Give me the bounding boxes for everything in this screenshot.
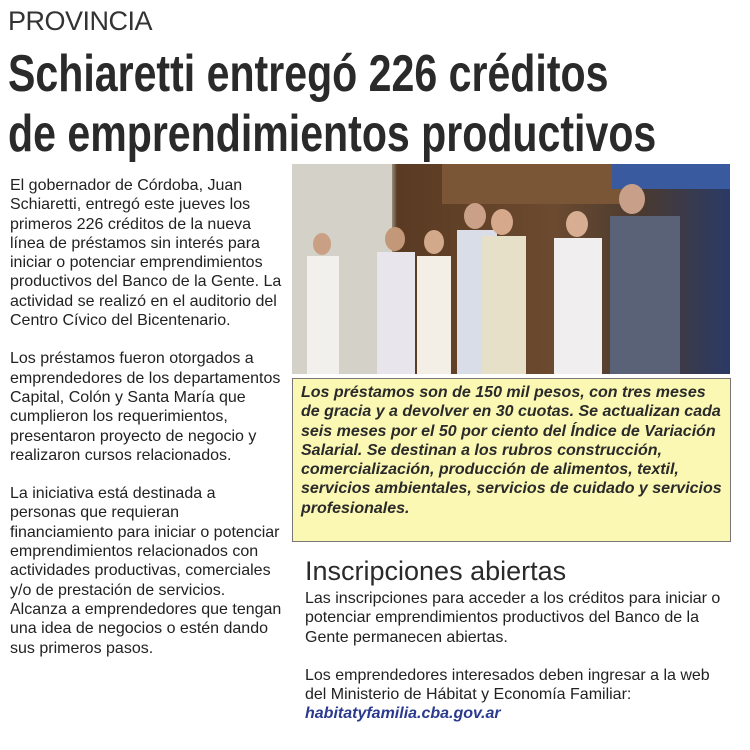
section-label: PROVINCIA <box>8 6 153 36</box>
body-paragraph: El gobernador de Córdoba, Juan Schiaretti, entregó este jueves los primeros 226 créditos de la nueva línea de préstamos sin interés para iniciar o potenciar emprendimientos productivos del Banco de la Gente. La actividad se realizó en el auditorio del Centro Cívico del Bicentenario. <box>10 177 282 330</box>
inscripciones-paragraph: Las inscripciones para acceder a los créditos para iniciar o potenciar emprendimientos productivos del Banco de la Gente permanecen abiertas. <box>305 590 721 646</box>
article-photo <box>292 164 730 374</box>
headline-line-2: de emprendimientos productivos <box>8 105 657 163</box>
ministry-website-link[interactable]: habitatyfamilia.cba.gov.ar <box>305 705 501 723</box>
highlight-box: Los préstamos son de 150 mil pesos, con tres meses de gracia y a devolver en 30 cuotas. Se actualizan cada seis meses por el 50 por ciento del Índice de Variación Salarial. Se destinan a los rubros construcción, comercialización, producción de alimentos, textil, servicios ambientales, servicios de cuidado y servicios profesionales. <box>292 378 731 542</box>
body-paragraph: La iniciativa está destinada a personas que requieran financiamiento para iniciar o potenciar emprendimientos relacionados con actividades productivas, comerciales y/o de prestación de servicios. Alcanza a emprendedores que tengan una idea de negocios o estén dando sus primeros pasos. <box>10 485 282 657</box>
body-paragraph: Los préstamos fueron otorgados a emprendedores de los departamentos Capital, Colón y Santa María que cumplieron los requerimientos, presentaron proyecto de negocio y realizaron cursos relacionados. <box>10 350 281 464</box>
inscripciones-title: Inscripciones abiertas <box>305 556 567 586</box>
headline <box>8 44 750 164</box>
inscripciones-body <box>305 589 735 724</box>
article-body <box>10 176 282 677</box>
photo-people-illustration <box>292 164 730 374</box>
inscripciones-paragraph-text: Los emprendedores interesados deben ingresar a la web del Ministerio de Hábitat y Economía Familiar: <box>305 666 710 704</box>
headline-line-1: Schiaretti entregó 226 créditos <box>8 45 609 103</box>
inscripciones-paragraph <box>305 666 735 724</box>
